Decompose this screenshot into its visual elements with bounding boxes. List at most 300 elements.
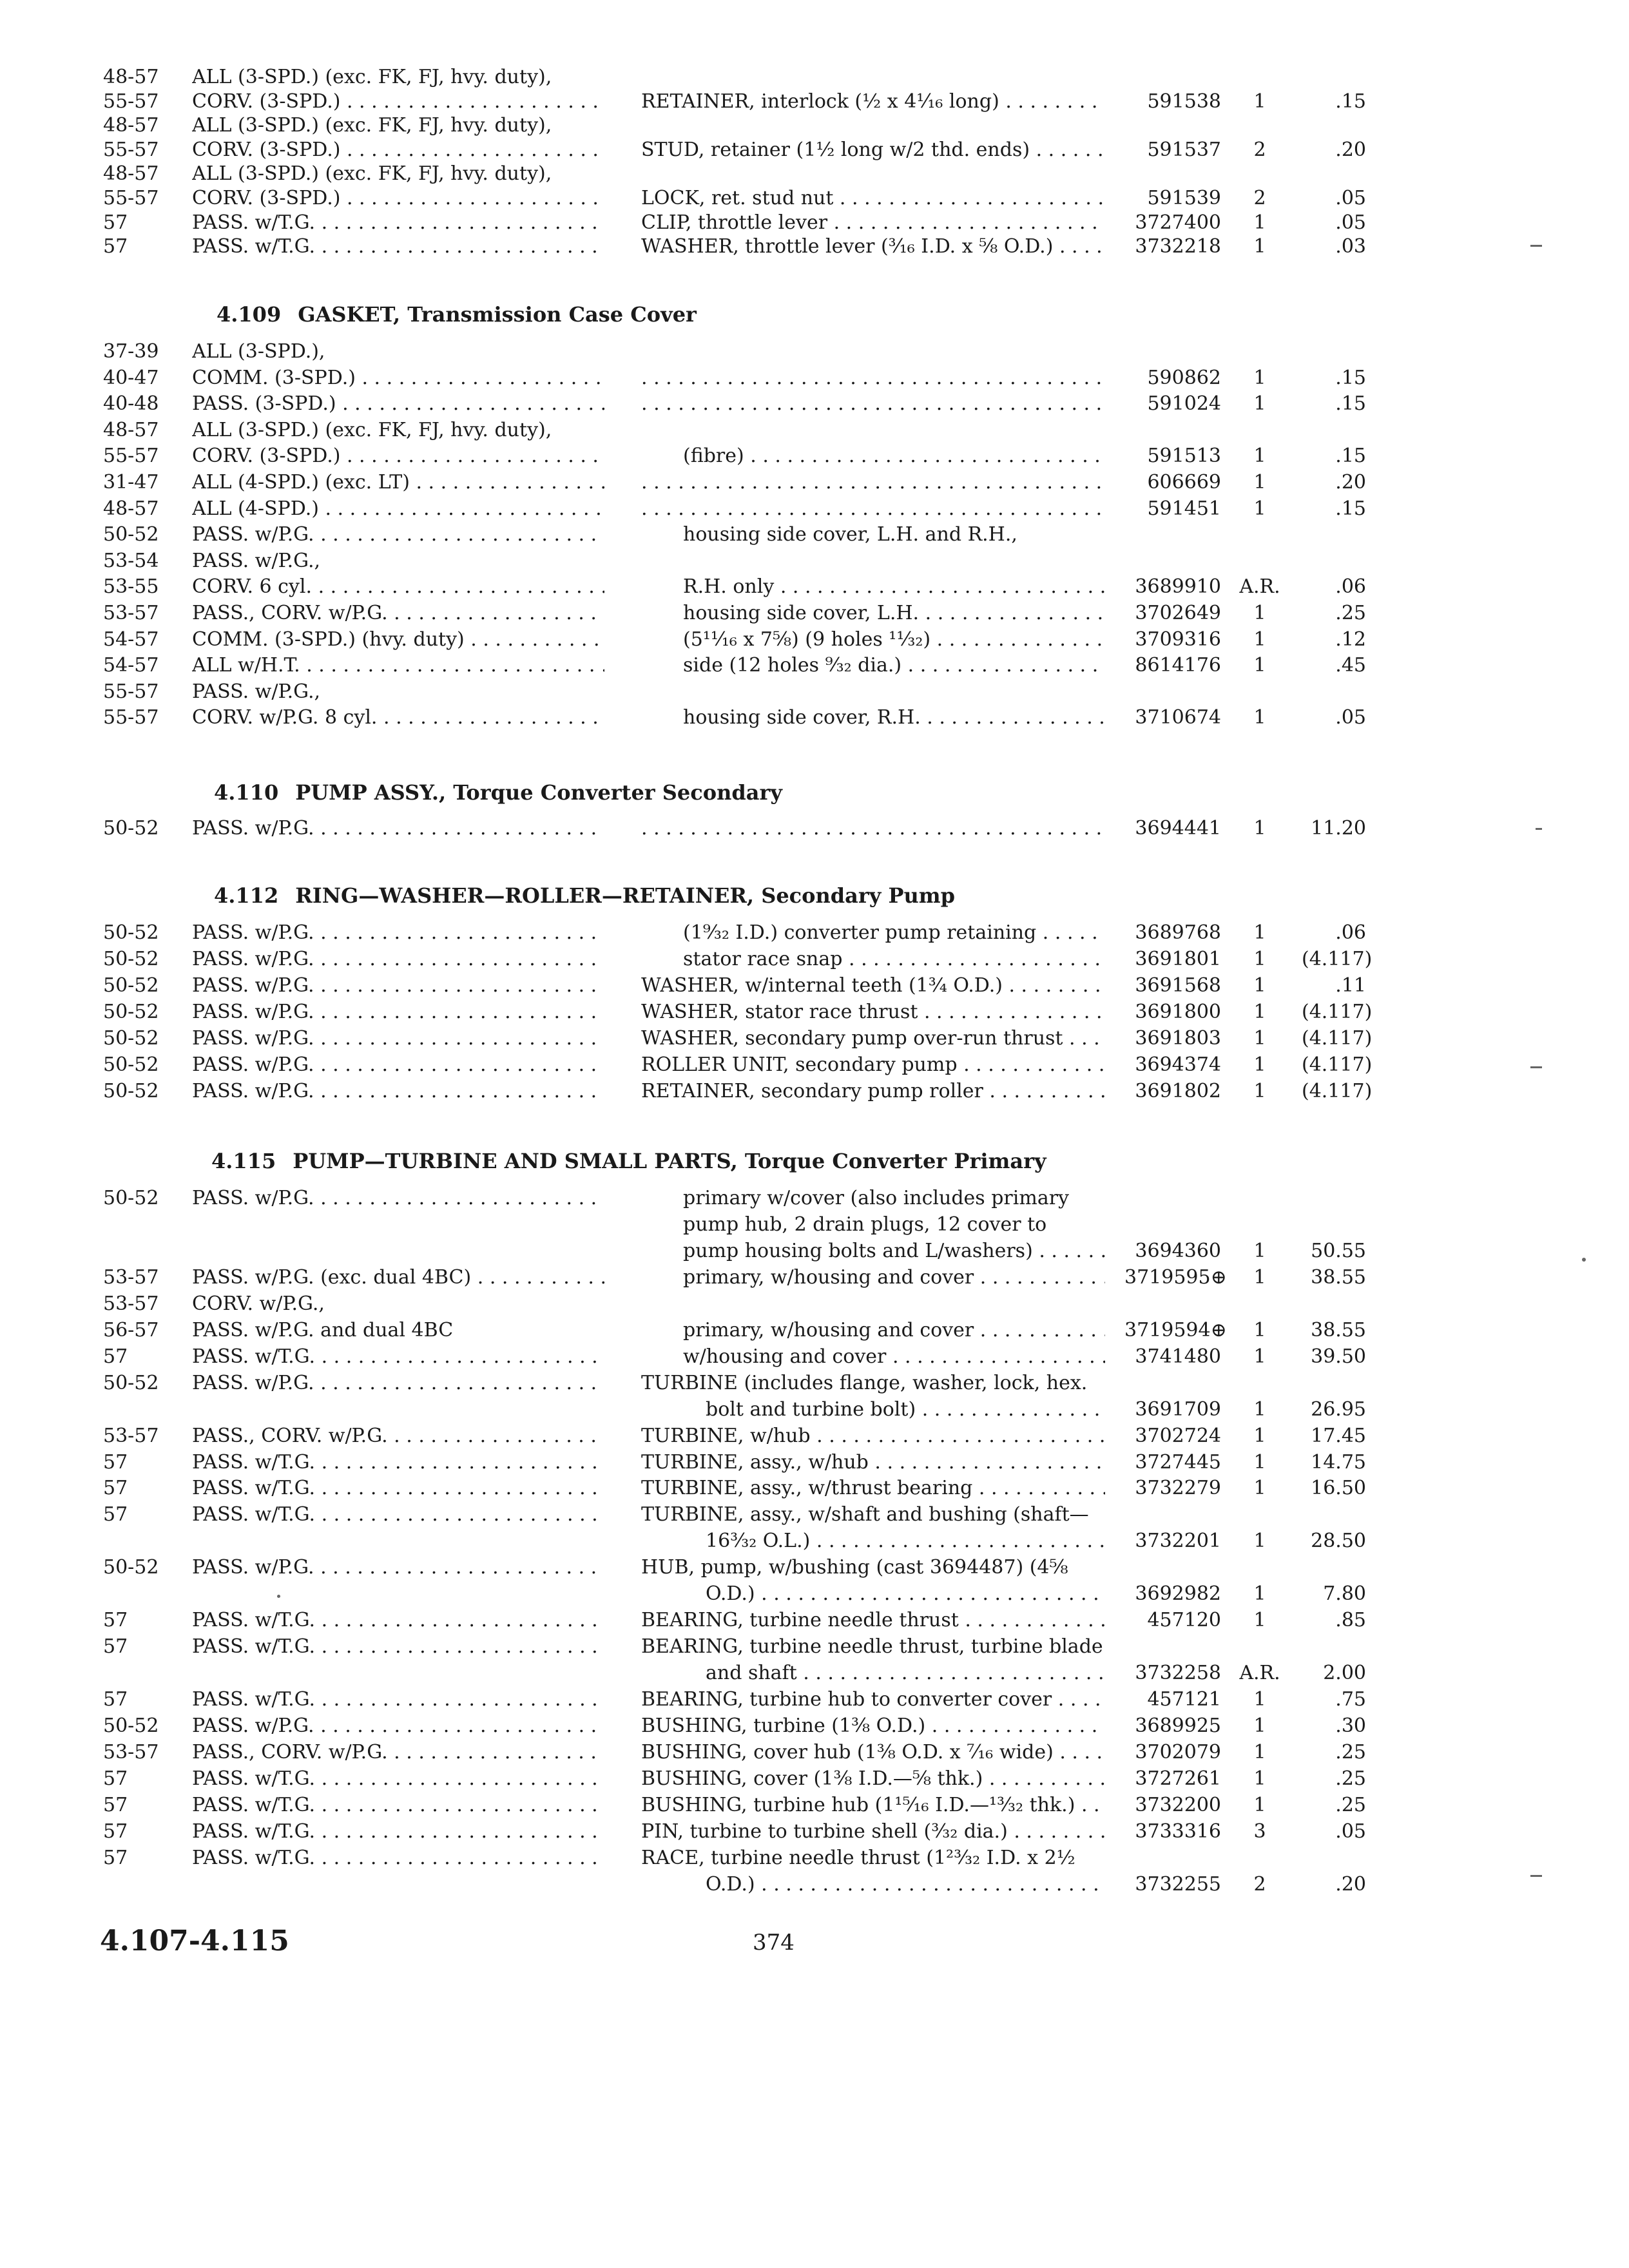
parts-row xyxy=(0,339,1629,365)
part-number: 3694360 xyxy=(1135,1240,1221,1262)
part-number: 591024 xyxy=(1147,392,1221,415)
list-price: 2.00 xyxy=(1323,1662,1366,1684)
parts-row xyxy=(0,653,1629,678)
section-title: PUMP ASSY., Torque Converter Secondary xyxy=(295,780,782,805)
part-number: 3689925 xyxy=(1135,1715,1221,1737)
list-price: .15 xyxy=(1335,445,1366,467)
model-years: 54-57 xyxy=(103,654,159,677)
model-years: 57 xyxy=(103,235,128,258)
model-application: PASS. (3-SPD.) . . . xyxy=(192,391,604,417)
model-years: 53-57 xyxy=(103,602,159,624)
part-description: stator race snap . . . xyxy=(683,947,1105,972)
parts-row xyxy=(0,186,1629,211)
part-description: WASHER, secondary pump over-run thrust . . . xyxy=(641,1026,1105,1052)
quantity: 1 xyxy=(1253,1398,1266,1421)
parts-row xyxy=(0,1581,1629,1607)
part-description: BUSHING, turbine hub (1¹⁵⁄₁₆ I.D.—¹³⁄₃₂ thk.) . . . xyxy=(641,1792,1105,1818)
model-application: CORV. (3-SPD.) . . . xyxy=(192,137,604,163)
part-description: BEARING, turbine hub to converter cover . . . xyxy=(641,1687,1105,1713)
list-price: .20 xyxy=(1335,139,1366,161)
list-price: .05 xyxy=(1335,1820,1366,1843)
list-price: .11 xyxy=(1335,974,1366,997)
part-number: 3702079 xyxy=(1135,1741,1221,1763)
list-price: 7.80 xyxy=(1323,1582,1366,1605)
model-years: 57 xyxy=(103,1477,128,1499)
model-years: 50-52 xyxy=(103,1556,159,1579)
part-number: 3692982 xyxy=(1135,1582,1221,1605)
model-years: 48-57 xyxy=(103,114,159,137)
model-years: 57 xyxy=(103,1451,128,1474)
section-heading-4-109 xyxy=(217,300,697,329)
model-years: 57 xyxy=(103,1767,128,1790)
quantity: 1 xyxy=(1253,1582,1266,1605)
part-number: 3719595⊕ xyxy=(1124,1266,1227,1289)
parts-row xyxy=(0,548,1629,574)
model-years: 31-47 xyxy=(103,471,159,494)
margin-dot xyxy=(1582,1258,1586,1262)
part-description: pump housing bolts and L/washers) . . . xyxy=(683,1238,1105,1264)
parts-row xyxy=(0,920,1629,946)
quantity: 1 xyxy=(1253,235,1266,258)
parts-row xyxy=(0,1344,1629,1370)
list-price: .25 xyxy=(1335,602,1366,624)
model-application: PASS. w/P.G. . . . xyxy=(192,522,604,548)
model-years: 55-57 xyxy=(103,90,159,113)
parts-row xyxy=(0,1079,1629,1104)
list-price: (4.117) xyxy=(1302,1027,1373,1050)
parts-row xyxy=(0,705,1629,731)
model-application: PASS., CORV. w/P.G. . . . xyxy=(192,1423,604,1449)
list-price: .05 xyxy=(1335,187,1366,209)
part-description xyxy=(641,391,1105,417)
part-number: 591513 xyxy=(1147,445,1221,467)
model-application: ALL (3-SPD.) (exc. FK, FJ, hvy. duty), xyxy=(192,66,552,88)
part-number: 3732279 xyxy=(1135,1477,1221,1499)
list-price: 38.55 xyxy=(1311,1319,1366,1341)
parts-row xyxy=(0,470,1629,495)
parts-row xyxy=(0,1265,1629,1291)
part-description: TURBINE (includes flange, washer, lock, hex. xyxy=(641,1372,1088,1394)
parts-row xyxy=(0,1660,1629,1686)
model-application: PASS. w/T.G. . . . xyxy=(192,1792,604,1818)
model-application: PASS. w/P.G. . . . xyxy=(192,947,604,972)
part-number: 3732218 xyxy=(1135,235,1221,258)
list-price: 28.50 xyxy=(1311,1530,1366,1552)
model-application: PASS., CORV. w/P.G. . . . xyxy=(192,601,604,626)
part-description: BUSHING, cover hub (1⅜ O.D. x ⁷⁄₁₆ wide) . . . xyxy=(641,1740,1105,1765)
model-application: PASS., CORV. w/P.G. . . . xyxy=(192,1740,604,1765)
parts-row xyxy=(0,679,1629,705)
list-price: 26.95 xyxy=(1311,1398,1366,1421)
part-description: BUSHING, turbine (1⅜ O.D.) . . . xyxy=(641,1713,1105,1739)
list-price: .12 xyxy=(1335,628,1366,651)
model-application: PASS. w/P.G. . . . xyxy=(192,1555,604,1581)
list-price: 17.45 xyxy=(1311,1425,1366,1447)
model-application: COMM. (3-SPD.) . . . xyxy=(192,365,604,391)
parts-row xyxy=(0,1766,1629,1792)
part-description: R.H. only . . . xyxy=(683,574,1105,600)
part-number: 591451 xyxy=(1147,497,1221,520)
part-number: 3727261 xyxy=(1135,1767,1221,1790)
quantity: 2 xyxy=(1253,1873,1266,1896)
parts-row xyxy=(0,1608,1629,1633)
model-years: 55-57 xyxy=(103,139,159,161)
parts-row xyxy=(0,1687,1629,1713)
list-price: .25 xyxy=(1335,1741,1366,1763)
list-price: .15 xyxy=(1335,497,1366,520)
model-years: 57 xyxy=(103,211,128,234)
part-description: 16³⁄₃₂ O.L.) . . . xyxy=(706,1528,1105,1554)
parts-row xyxy=(0,522,1629,548)
quantity: 1 xyxy=(1253,602,1266,624)
model-application: PASS. w/T.G. . . . xyxy=(192,1608,604,1633)
list-price: 38.55 xyxy=(1311,1266,1366,1289)
model-application: PASS. w/P.G. . . . xyxy=(192,1079,604,1104)
model-years: 53-57 xyxy=(103,1425,159,1447)
model-application: PASS. w/P.G. . . . xyxy=(192,1026,604,1052)
part-description: BEARING, turbine needle thrust . . . xyxy=(641,1608,1105,1633)
list-price: .20 xyxy=(1335,471,1366,494)
part-description: O.D.) . . . xyxy=(706,1872,1105,1898)
model-application: PASS. w/T.G. . . . xyxy=(192,1450,604,1475)
list-price: .45 xyxy=(1335,654,1366,677)
quantity: 1 xyxy=(1253,1345,1266,1368)
part-description: (fibre) . . . xyxy=(683,443,1105,469)
part-number: 3691801 xyxy=(1135,948,1221,970)
parts-row xyxy=(0,947,1629,972)
parts-row xyxy=(0,816,1629,841)
part-description: TURBINE, assy., w/shaft and bushing (shaft— xyxy=(641,1503,1089,1526)
list-price: .06 xyxy=(1335,575,1366,598)
parts-row xyxy=(0,1370,1629,1396)
part-number: 3719594⊕ xyxy=(1124,1319,1227,1341)
part-description: pump hub, 2 drain plugs, 12 cover to xyxy=(683,1213,1047,1236)
model-application: PASS. w/P.G. . . . xyxy=(192,1370,604,1396)
parts-row xyxy=(0,161,1629,187)
quantity: 1 xyxy=(1253,706,1266,729)
model-years: 50-52 xyxy=(103,817,159,840)
model-application: PASS. w/T.G. . . . xyxy=(192,1845,604,1871)
list-price: (4.117) xyxy=(1302,1053,1373,1076)
parts-row xyxy=(0,1052,1629,1078)
model-application: PASS. w/P.G. . . . xyxy=(192,920,604,946)
model-years: 55-57 xyxy=(103,187,159,209)
part-number: 3727445 xyxy=(1135,1451,1221,1474)
parts-row xyxy=(0,627,1629,653)
parts-row xyxy=(0,601,1629,626)
model-years: 57 xyxy=(103,1847,128,1869)
model-years: 50-52 xyxy=(103,1080,159,1102)
list-price: .30 xyxy=(1335,1715,1366,1737)
parts-row xyxy=(0,1634,1629,1660)
model-application: COMM. (3-SPD.) (hvy. duty) . . . xyxy=(192,627,604,653)
part-description: WASHER, w/internal teeth (1¾ O.D.) . . . xyxy=(641,973,1105,999)
model-years: 57 xyxy=(103,1609,128,1631)
part-number: 591537 xyxy=(1147,139,1221,161)
model-application: ALL (3-SPD.) (exc. FK, FJ, hvy. duty), xyxy=(192,114,552,137)
list-price: .06 xyxy=(1335,921,1366,944)
part-number: 3691800 xyxy=(1135,1001,1221,1023)
model-application: PASS. w/T.G. . . . xyxy=(192,1766,604,1792)
parts-row xyxy=(0,418,1629,443)
parts-row xyxy=(0,1502,1629,1528)
quantity: 1 xyxy=(1253,1240,1266,1262)
list-price: .85 xyxy=(1335,1609,1366,1631)
part-description: (1⁹⁄₃₂ I.D.) converter pump retaining . . . xyxy=(683,920,1105,946)
quantity: 1 xyxy=(1253,1027,1266,1050)
section-range: 4.107-4.115 xyxy=(100,1925,289,1957)
quantity: 1 xyxy=(1253,1715,1266,1737)
section-title: GASKET, Transmission Case Cover xyxy=(298,302,697,327)
model-years: 53-57 xyxy=(103,1293,159,1315)
quantity: 1 xyxy=(1253,471,1266,494)
list-price: .03 xyxy=(1335,235,1366,258)
model-application: ALL (4-SPD.) (exc. LT) . . . xyxy=(192,470,604,495)
model-years: 57 xyxy=(103,1794,128,1816)
model-application: CORV. 6 cyl. . . . xyxy=(192,574,604,600)
quantity: 1 xyxy=(1253,367,1266,389)
quantity: 2 xyxy=(1253,187,1266,209)
model-application: ALL (3-SPD.), xyxy=(192,340,325,363)
parts-row xyxy=(0,1291,1629,1317)
model-years: 55-57 xyxy=(103,680,159,703)
part-number: 3691568 xyxy=(1135,974,1221,997)
part-description: PIN, turbine to turbine shell (³⁄₃₂ dia.) . . . xyxy=(641,1819,1105,1845)
model-application: ALL (4-SPD.) . . . xyxy=(192,496,604,522)
part-number: 3732201 xyxy=(1135,1530,1221,1552)
part-number: 3691802 xyxy=(1135,1080,1221,1102)
model-years: 50-52 xyxy=(103,1715,159,1737)
part-number: 606669 xyxy=(1147,471,1221,494)
list-price: .75 xyxy=(1335,1688,1366,1711)
model-application: CORV. (3-SPD.) . . . xyxy=(192,89,604,115)
part-description: RETAINER, secondary pump roller . . . xyxy=(641,1079,1105,1104)
part-description: primary w/cover (also includes primary xyxy=(683,1187,1069,1209)
list-price: (4.117) xyxy=(1302,1001,1373,1023)
section-title: RING—WASHER—ROLLER—RETAINER, Secondary Pump xyxy=(295,883,956,908)
part-description xyxy=(641,496,1105,522)
parts-row xyxy=(0,1212,1629,1238)
model-years: 48-57 xyxy=(103,419,159,441)
margin-mark xyxy=(1530,245,1542,247)
model-years: 57 xyxy=(103,1345,128,1368)
quantity: 1 xyxy=(1253,1767,1266,1790)
section-number: 4.112 xyxy=(214,883,279,908)
list-price: .25 xyxy=(1335,1794,1366,1816)
part-description: primary, w/housing and cover . . . xyxy=(683,1265,1105,1291)
part-number: 3702649 xyxy=(1135,602,1221,624)
part-description xyxy=(641,365,1105,391)
model-years: 40-47 xyxy=(103,367,159,389)
part-description: STUD, retainer (1½ long w/2 thd. ends) . . . xyxy=(641,137,1105,163)
parts-row xyxy=(0,234,1629,260)
part-description: primary, w/housing and cover . . . xyxy=(683,1318,1105,1343)
parts-row xyxy=(0,1555,1629,1581)
part-description: RETAINER, interlock (½ x 4⅟₁₆ long) . . . xyxy=(641,89,1105,115)
model-application: PASS. w/T.G. . . . xyxy=(192,1819,604,1845)
part-description: TURBINE, assy., w/thrust bearing . . . xyxy=(641,1475,1105,1501)
quantity: 1 xyxy=(1253,1451,1266,1474)
model-years: 50-52 xyxy=(103,1187,159,1209)
model-years: 50-52 xyxy=(103,523,159,546)
model-years: 48-57 xyxy=(103,497,159,520)
section-number: 4.115 xyxy=(211,1149,276,1173)
section-number: 4.109 xyxy=(217,302,282,327)
model-years: 55-57 xyxy=(103,706,159,729)
model-years: 53-55 xyxy=(103,575,159,598)
section-heading-4-112 xyxy=(214,881,955,910)
quantity: 1 xyxy=(1253,1477,1266,1499)
model-years: 37-39 xyxy=(103,340,159,363)
quantity: 1 xyxy=(1253,1319,1266,1341)
model-years: 50-52 xyxy=(103,1027,159,1050)
part-description: and shaft . . . xyxy=(706,1660,1105,1686)
part-description: housing side cover, R.H. . . . xyxy=(683,705,1105,731)
quantity: 1 xyxy=(1253,1741,1266,1763)
parts-row xyxy=(0,391,1629,417)
part-number: 3694374 xyxy=(1135,1053,1221,1076)
list-price: (4.117) xyxy=(1302,1080,1373,1102)
quantity: 1 xyxy=(1253,497,1266,520)
part-description: TURBINE, w/hub . . . xyxy=(641,1423,1105,1449)
model-years: 56-57 xyxy=(103,1319,159,1341)
model-application: PASS. w/T.G. . . . xyxy=(192,234,604,260)
model-application: PASS. w/P.G. . . . xyxy=(192,1052,604,1078)
part-number: 3741480 xyxy=(1135,1345,1221,1368)
part-number: 3732258 xyxy=(1135,1662,1221,1684)
part-description: O.D.) . . . xyxy=(706,1581,1105,1607)
model-years: 55-57 xyxy=(103,445,159,467)
section-heading-4-110 xyxy=(214,778,782,807)
parts-row xyxy=(0,1318,1629,1343)
list-price: 50.55 xyxy=(1311,1240,1366,1262)
model-application: ALL (3-SPD.) (exc. FK, FJ, hvy. duty), xyxy=(192,162,552,185)
model-years: 50-52 xyxy=(103,974,159,997)
model-application: PASS. w/T.G. . . . xyxy=(192,1634,604,1660)
part-number: 3689768 xyxy=(1135,921,1221,944)
model-years: 50-52 xyxy=(103,1001,159,1023)
list-price: .15 xyxy=(1335,367,1366,389)
part-number: 3727400 xyxy=(1135,211,1221,234)
part-description: side (12 holes ⁹⁄₃₂ dia.) . . . xyxy=(683,653,1105,678)
quantity: 1 xyxy=(1253,817,1266,840)
part-number: 3733316 xyxy=(1135,1820,1221,1843)
part-description: housing side cover, L.H. . . . xyxy=(683,601,1105,626)
parts-row xyxy=(0,1423,1629,1449)
quantity: 2 xyxy=(1253,139,1266,161)
parts-row xyxy=(0,210,1629,236)
model-years: 57 xyxy=(103,1820,128,1843)
part-number: 3691709 xyxy=(1135,1398,1221,1421)
part-description: WASHER, throttle lever (³⁄₁₆ I.D. x ⅝ O.D.) . . . xyxy=(641,234,1105,260)
model-years: 53-57 xyxy=(103,1266,159,1289)
margin-dot xyxy=(277,1595,280,1598)
part-number: 3732255 xyxy=(1135,1873,1221,1896)
page-number: 374 xyxy=(753,1930,795,1956)
parts-row xyxy=(0,137,1629,163)
model-years: 50-52 xyxy=(103,1372,159,1394)
model-years: 53-54 xyxy=(103,550,159,572)
list-price: 14.75 xyxy=(1311,1451,1366,1474)
parts-row xyxy=(0,1713,1629,1739)
part-number: 457121 xyxy=(1147,1688,1221,1711)
model-application: PASS. w/P.G. and dual 4BC xyxy=(192,1319,454,1341)
parts-row xyxy=(0,89,1629,115)
parts-row xyxy=(0,1792,1629,1818)
model-years: 48-57 xyxy=(103,162,159,185)
model-application: PASS. w/T.G. . . . xyxy=(192,1475,604,1501)
model-application: PASS. w/P.G. . . . xyxy=(192,1186,604,1211)
quantity: 1 xyxy=(1253,1001,1266,1023)
quantity: 1 xyxy=(1253,654,1266,677)
model-years: 40-48 xyxy=(103,392,159,415)
model-application: PASS. w/P.G. . . . xyxy=(192,816,604,841)
part-description xyxy=(641,470,1105,495)
model-application: ALL w/H.T. . . . xyxy=(192,653,604,678)
model-application: CORV. w/P.G. 8 cyl. . . . xyxy=(192,705,604,731)
part-description: bolt and turbine bolt) . . . xyxy=(706,1397,1105,1423)
part-number: 3732200 xyxy=(1135,1794,1221,1816)
model-years: 50-52 xyxy=(103,921,159,944)
list-price: .15 xyxy=(1335,90,1366,113)
part-number: 457120 xyxy=(1147,1609,1221,1631)
part-number: 3702724 xyxy=(1135,1425,1221,1447)
part-number: 3710674 xyxy=(1135,706,1221,729)
margin-mark xyxy=(1530,1875,1542,1877)
list-price: .20 xyxy=(1335,1873,1366,1896)
part-description: BEARING, turbine needle thrust, turbine blade xyxy=(641,1635,1103,1658)
part-number: 591538 xyxy=(1147,90,1221,113)
part-description: CLIP, throttle lever . . . xyxy=(641,210,1105,236)
quantity: 1 xyxy=(1253,948,1266,970)
parts-row xyxy=(0,1450,1629,1475)
model-application: ALL (3-SPD.) (exc. FK, FJ, hvy. duty), xyxy=(192,419,552,441)
list-price: 11.20 xyxy=(1311,817,1366,840)
quantity: 1 xyxy=(1253,974,1266,997)
part-description: housing side cover, L.H. and R.H., xyxy=(683,523,1017,546)
model-application: PASS. w/T.G. . . . xyxy=(192,1687,604,1713)
part-number: 3689910 xyxy=(1135,575,1221,598)
quantity: 1 xyxy=(1253,1609,1266,1631)
model-application: PASS. w/T.G. . . . xyxy=(192,1502,604,1528)
model-application: PASS. w/P.G. . . . xyxy=(192,973,604,999)
parts-row xyxy=(0,365,1629,391)
part-description: BUSHING, cover (1⅜ I.D.—⅝ thk.) . . . xyxy=(641,1766,1105,1792)
model-application: PASS. w/T.G. . . . xyxy=(192,1344,604,1370)
parts-row xyxy=(0,1475,1629,1501)
margin-mark xyxy=(1530,1066,1542,1068)
model-application: CORV. (3-SPD.) . . . xyxy=(192,186,604,211)
part-number: 590862 xyxy=(1147,367,1221,389)
model-application: PASS. w/P.G. . . . xyxy=(192,1713,604,1739)
model-years: 48-57 xyxy=(103,66,159,88)
parts-row xyxy=(0,1872,1629,1898)
model-application: PASS. w/P.G. (exc. dual 4BC) . . . xyxy=(192,1265,604,1291)
model-years: 57 xyxy=(103,1688,128,1711)
model-application: PASS. w/T.G. . . . xyxy=(192,210,604,236)
list-price: .25 xyxy=(1335,1767,1366,1790)
part-description: RACE, turbine needle thrust (1²³⁄₃₂ I.D. x 2½ xyxy=(641,1847,1075,1869)
parts-row xyxy=(0,574,1629,600)
parts-row xyxy=(0,1528,1629,1554)
part-description: ROLLER UNIT, secondary pump . . . xyxy=(641,1052,1105,1078)
quantity: 3 xyxy=(1253,1820,1266,1843)
parts-row xyxy=(0,113,1629,139)
quantity: 1 xyxy=(1253,392,1266,415)
section-title: PUMP—TURBINE AND SMALL PARTS, Torque Converter Primary xyxy=(293,1149,1046,1173)
parts-row xyxy=(0,973,1629,999)
parts-row xyxy=(0,1819,1629,1845)
